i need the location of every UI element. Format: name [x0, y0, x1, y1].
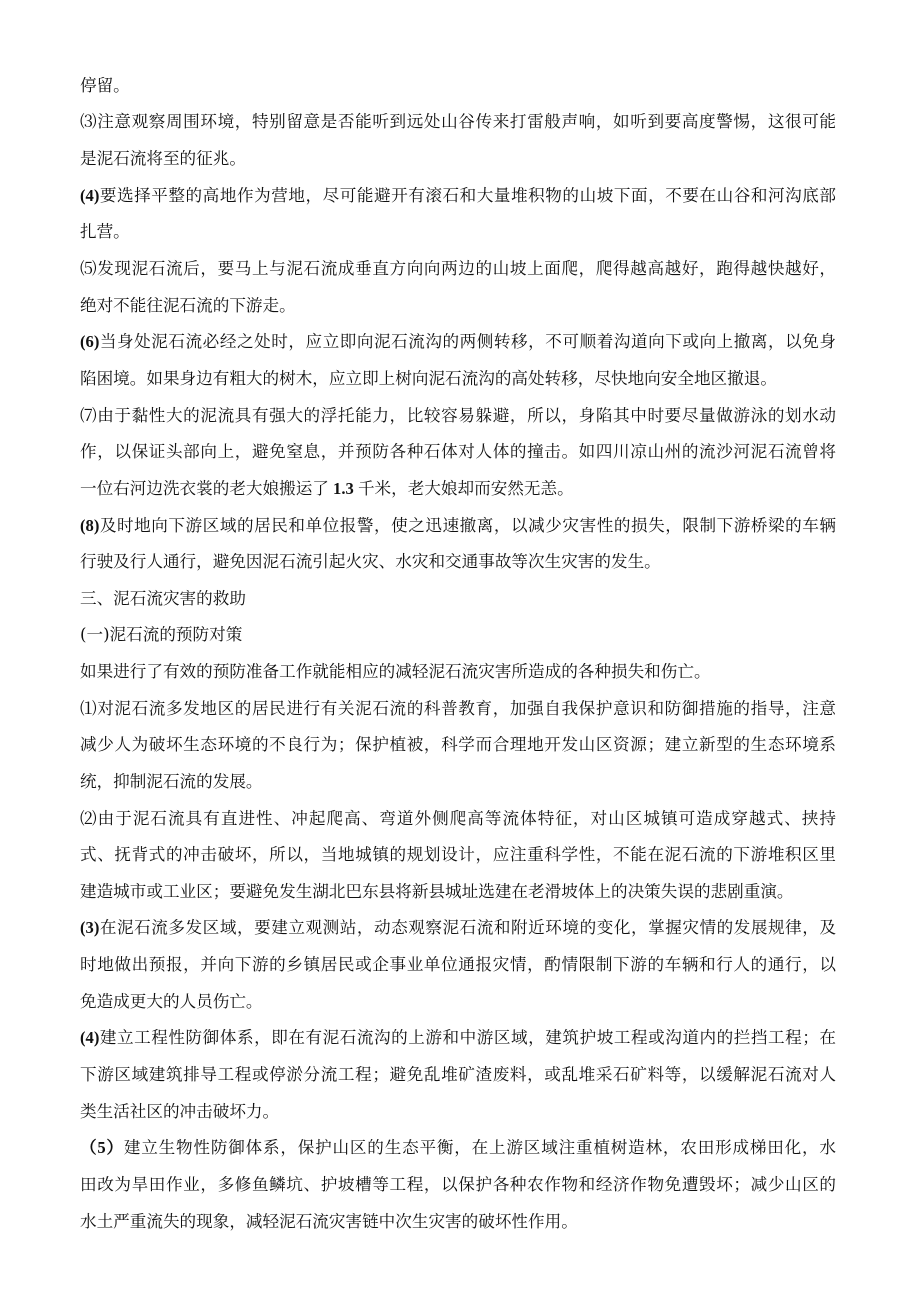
item-number: (6) — [80, 332, 100, 351]
text-line — [80, 76, 130, 96]
text: ⑺由于黏性大的泥流具有强大的浮托能力，比较容易躲避，所以，身陷其中时要尽量做游泳的划水动 — [80, 406, 836, 425]
text: 千米，老大娘却而安然无恙。 — [357, 479, 574, 498]
text: 水土严重流失的现象，减轻泥石流灾害链中次生灾害的破坏性作用。 — [80, 1212, 578, 1231]
text: 停留。 — [80, 76, 130, 95]
text: 类生活社区的冲击破坏力。 — [80, 1102, 280, 1121]
item-number: (3) — [80, 918, 100, 937]
text: 是泥石流将至的征兆。 — [80, 149, 246, 168]
text: ⑵由于泥石流具有直进性、冲起爬高、弯道外侧爬高等流体特征，对山区城镇可造成穿越式、挟持 — [80, 809, 836, 828]
text-line — [80, 149, 246, 169]
text: 陷困境。如果身边有粗大的树木，应立即上树向泥石流沟的高处转移，尽快地向安全地区撤退。 — [80, 369, 777, 388]
text-line — [80, 1175, 836, 1195]
text: 建立工程性防御体系，即在有泥石流沟的上游和中游区域，建筑护坡工程或沟道内的拦挡工程；在 — [99, 1028, 836, 1047]
text-line — [80, 662, 711, 682]
text-line — [80, 259, 836, 279]
text: 绝对不能往泥石流的下游走。 — [80, 296, 296, 315]
item-number: (4) — [80, 186, 100, 205]
text-line — [80, 845, 836, 865]
text-line — [80, 516, 836, 536]
text-line — [80, 1138, 836, 1158]
text: 时地做出预报，并向下游的乡镇居民或企事业单位通报灾情，酌情限制下游的车辆和行人的通行，以 — [80, 955, 836, 974]
text-line — [80, 369, 777, 389]
subsection-heading — [80, 625, 242, 645]
text: 如果进行了有效的预防准备工作就能相应的减轻泥石流灾害所造成的各种损失和伤亡。 — [80, 662, 711, 681]
text: 三、泥石流灾害的救助 — [80, 589, 246, 608]
text-line — [80, 442, 836, 462]
text: 建造城市或工业区；要避免发生湖北巴东县将新县城址选建在老滑坡体上的决策失误的悲剧重演。 — [80, 882, 794, 901]
text: 作，以保证头部向上，避免窒息，并预防各种石体对人体的撞击。如四川凉山州的流沙河泥石流曾将 — [80, 442, 836, 461]
text: 田改为旱田作业，多修鱼鳞坑、护坡槽等工程，以保护各种农作物和经济作物免遭毁坏；减少山区的 — [80, 1175, 836, 1194]
text-line — [80, 406, 836, 426]
text: 统，抑制泥石流的发展。 — [80, 772, 263, 791]
text-line — [80, 552, 661, 572]
text: 免造成更大的人员伤亡。 — [80, 992, 263, 1011]
text: 及时地向下游区域的居民和单位报警，使之迅速撤离，以减少灾害性的损失，限制下游桥梁的车辆 — [99, 516, 836, 535]
text-line — [80, 699, 836, 719]
text-line — [80, 332, 836, 352]
distance-value: 1.3 — [328, 479, 358, 498]
text-line — [80, 1028, 836, 1048]
text-line — [80, 1102, 279, 1122]
text: ⑸发现泥石流后，要马上与泥石流成垂直方向向两边的山坡上面爬，爬得越高越好，跑得越快越好， — [80, 259, 836, 278]
item-number: (8) — [80, 516, 100, 535]
text-line — [80, 809, 836, 829]
text-line — [80, 735, 836, 755]
item-number: (4) — [80, 1028, 100, 1047]
text: 在泥石流多发区域，要建立观测站，动态观察泥石流和附近环境的变化，掌握灾情的发展规律，及 — [99, 918, 836, 937]
text-line — [80, 112, 836, 132]
text-line — [80, 882, 794, 902]
item-number: （5） — [80, 1138, 124, 1157]
text-line — [80, 1065, 836, 1085]
text: 当身处泥石流必经之处时，应立即向泥石流沟的两侧转移，不可顺着沟道向下或向上撤离，以免身 — [99, 332, 836, 351]
text: 行驶及行人通行，避免因泥石流引起火灾、水灾和交通事故等次生灾害的发生。 — [80, 552, 661, 571]
text-line — [80, 955, 836, 975]
text: 下游区域建筑排导工程或停淤分流工程；避免乱堆矿渣废料，或乱堆采石矿料等，以缓解泥石流对人 — [80, 1065, 836, 1084]
text-line — [80, 186, 836, 206]
text-line — [80, 992, 263, 1012]
text: 扎营。 — [80, 222, 130, 241]
text: 一位右河边洗衣裳的老大娘搬运了 — [80, 479, 329, 498]
text: 式、抚背式的冲击破坏，所以，当地城镇的规划设计，应注重科学性，不能在泥石流的下游堆积区里 — [80, 845, 836, 864]
text: 减少人为破坏生态环境的不良行为；保护植被，科学而合理地开发山区资源；建立新型的生态环境系 — [80, 735, 836, 754]
text: 建立生物性防御体系，保护山区的生态平衡，在上游区域注重植树造林，农田形成梯田化，水 — [123, 1138, 837, 1157]
section-heading — [80, 589, 246, 609]
text-line — [80, 479, 574, 499]
text: ⑶注意观察周围环境，特别留意是否能听到远处山谷传来打雷般声响，如听到要高度警惕，这很可能 — [80, 112, 836, 131]
text-line — [80, 296, 296, 316]
text-line — [80, 222, 130, 242]
text: (一)泥石流的预防对策 — [80, 625, 243, 644]
text: 要选择平整的高地作为营地，尽可能避开有滚石和大量堆积物的山坡下面，不要在山谷和河沟底部 — [99, 186, 836, 205]
text-line — [80, 772, 263, 792]
text-line — [80, 1212, 578, 1232]
text: ⑴对泥石流多发地区的居民进行有关泥石流的科普教育，加强自我保护意识和防御措施的指导，注意 — [80, 699, 836, 718]
text-line — [80, 918, 836, 938]
